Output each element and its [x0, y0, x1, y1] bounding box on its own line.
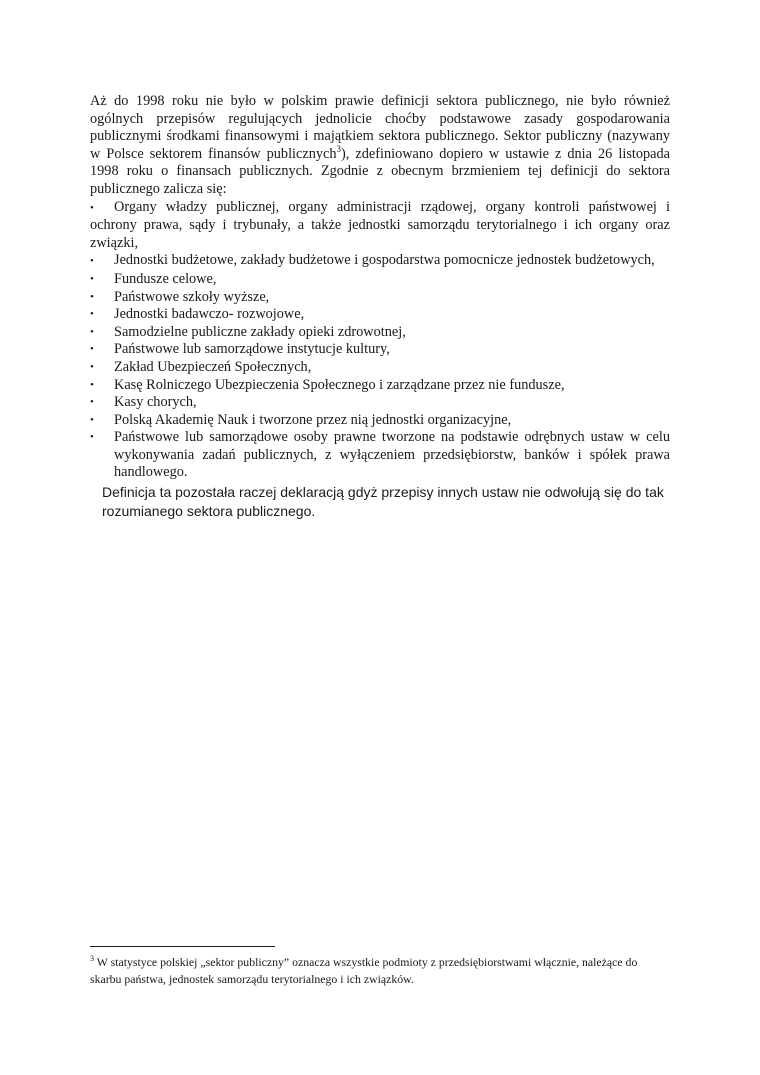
list-item — [90, 271, 670, 289]
list-item-text: Fundusze celowe, — [114, 270, 217, 287]
list-item — [90, 306, 670, 324]
bullet-icon: • — [90, 431, 94, 444]
list-item — [90, 359, 670, 377]
list-item — [90, 429, 670, 482]
list-item-text: Kasę Rolniczego Ubezpieczenia Społecznego i zarządzane przez nie fundusze, — [114, 376, 565, 393]
list-item — [90, 252, 670, 271]
list-item — [90, 412, 670, 430]
intro-text-part1: Aż do 1998 roku nie było w polskim prawie definicji sektora publicznego, nie było również ogólnych przepisów regulujących jednolicie choćby podstawowe zasady gospodarowania publicznymi środkami finansowymi i majątkiem sektora publicznego. Sektor publiczny (nazywany w Polsce sektorem finansów publicznych — [90, 93, 670, 162]
list-item — [90, 377, 670, 395]
footnote-divider — [90, 946, 275, 947]
footnote-number: 3 — [90, 954, 94, 964]
bullet-icon: • — [90, 378, 94, 391]
footnote-text: W statystyce polskiej „sektor publiczny” oznacza wszystkie podmioty z przedsiębiorstwami włącznie, należące do skarbu państwa, jednostek samorządu terytorialnego i ich związków. — [90, 955, 638, 986]
list-item-text: Państwowe lub samorządowe osoby prawne tworzone na podstawie odrębnych ustaw w celu wykonywania zadań publicznych, z wyłączeniem przedsiębiorstw, banków i spółek prawa handlowego. — [114, 429, 670, 481]
bullet-icon: • — [90, 325, 94, 338]
list-item-text: Państwowe szkoły wyższe, — [114, 288, 270, 305]
list-item-text: Zakład Ubezpieczeń Społecznych, — [114, 358, 312, 375]
intro-paragraph — [90, 93, 670, 199]
bullet-icon: • — [90, 255, 94, 268]
bullet-icon: • — [90, 360, 94, 373]
public-sector-list — [90, 199, 670, 483]
bullet-icon: • — [90, 290, 94, 303]
list-item — [90, 394, 670, 412]
bullet-icon: • — [90, 308, 94, 321]
closing-paragraph: Definicja ta pozostała raczej deklaracją gdyż przepisy innych ustaw nie odwołują się do tak rozumianego sektora publicznego. — [102, 484, 664, 519]
bullet-icon: • — [90, 343, 94, 356]
bullet-icon: • — [90, 396, 94, 409]
bullet-icon: • — [90, 201, 94, 214]
bullet-icon: • — [90, 272, 94, 285]
list-item — [90, 289, 670, 307]
footnote — [90, 954, 670, 988]
list-item-text: Kasy chorych, — [114, 394, 197, 411]
list-item-text: Polską Akademię Nauk i tworzone przez nią jednostki organizacyjne, — [114, 411, 512, 428]
list-item-text: Państwowe lub samorządowe instytucje kultury, — [114, 341, 390, 358]
bullet-icon: • — [90, 413, 94, 426]
list-item-text: Samodzielne publiczne zakłady opieki zdrowotnej, — [114, 323, 406, 340]
list-item-text: Jednostki badawczo- rozwojowe, — [114, 306, 305, 323]
main-content — [90, 93, 670, 520]
list-item — [90, 199, 670, 253]
list-item-text: Organy władzy publicznej, organy administracji rządowej, organy kontroli państwowej i ochrony prawa, sądy i trybunały, a także jednostki samorządu terytorialnego i ich organy oraz związki, — [90, 198, 670, 251]
list-item-text: Jednostki budżetowe, zakłady budżetowe i gospodarstwa pomocnicze jednostek budżetowych, — [114, 252, 655, 269]
list-item — [90, 341, 670, 359]
intro-text-part2: ), zdefiniowano dopiero w ustawie z dnia 26 listopada 1998 roku o finansach publicznych. Zgodnie z obecnym brzmieniem tej definicji do sektora publicznego zalicza się: — [90, 145, 670, 197]
footnote-reference: 3 — [336, 144, 341, 155]
list-item — [90, 324, 670, 342]
